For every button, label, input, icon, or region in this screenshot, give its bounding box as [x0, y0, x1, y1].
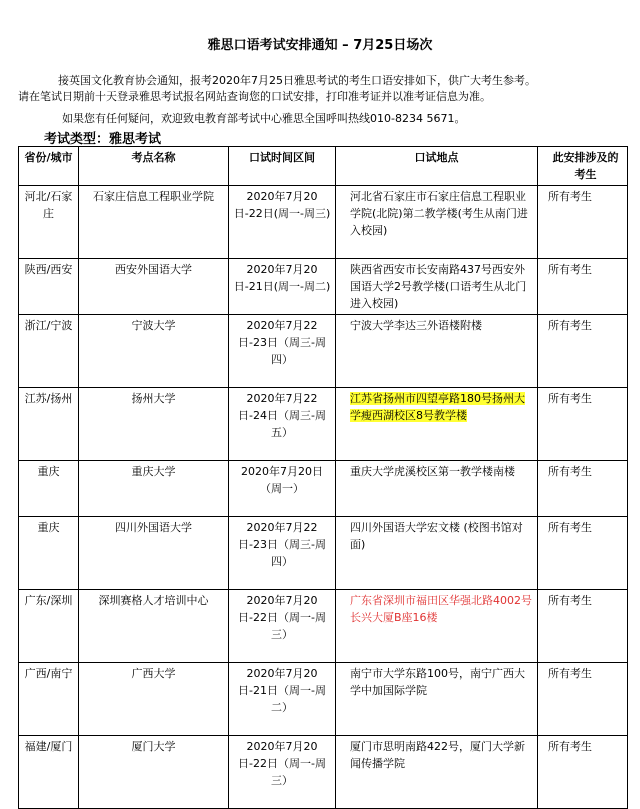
cell-scope: 所有考生	[538, 461, 628, 517]
cell-scope: 所有考生	[538, 663, 628, 736]
table-row	[19, 315, 628, 388]
cell-center: 广西大学	[79, 663, 229, 736]
cell-center: 四川外国语大学	[79, 517, 229, 590]
cell-time: 2020年7月22日-23日（周三-周四）	[229, 517, 336, 590]
cell-time: 2020年7月20日（周一）	[229, 461, 336, 517]
cell-scope: 所有考生	[538, 315, 628, 388]
cell-time: 2020年7月20日-22日(周一-周三)	[229, 186, 336, 259]
cell-scope: 所有考生	[538, 388, 628, 461]
cell-location: 厦门市思明南路422号，厦门大学新闻传播学院	[336, 736, 538, 809]
cell-center: 石家庄信息工程职业学院	[79, 186, 229, 259]
highlighted-address: 江苏省扬州市四望亭路180号扬州大学瘦西湖校区8号教学楼	[350, 392, 525, 422]
cell-location	[336, 388, 538, 461]
cell-scope: 所有考生	[538, 259, 628, 315]
cell-time: 2020年7月20日-21日(周一-周二)	[229, 259, 336, 315]
cell-scope: 所有考生	[538, 590, 628, 663]
cell-city: 浙江/宁波	[19, 315, 79, 388]
cell-location: 四川外国语大学宏文楼 (校图书馆对面)	[336, 517, 538, 590]
intro-line-1: 接英国文化教育协会通知，报考2020年7月25日雅思考试的考生口语安排如下，供广大考生参考。	[58, 74, 536, 87]
cell-city: 重庆	[19, 517, 79, 590]
table-row	[19, 186, 628, 259]
table-row	[19, 517, 628, 590]
intro-line-2: 请在笔试日期前十天登录雅思考试报名网站查询您的口试安排，打印准考证并以准考证信息为准。	[18, 90, 491, 103]
table-row	[19, 590, 628, 663]
table-row	[19, 663, 628, 736]
cell-location: 广东省深圳市福田区华强北路4002号长兴大厦B座16楼	[336, 590, 538, 663]
cell-time: 2020年7月22日-23日（周三-周四）	[229, 315, 336, 388]
cell-center: 宁波大学	[79, 315, 229, 388]
cell-location: 重庆大学虎溪校区第一教学楼南楼	[336, 461, 538, 517]
table-row	[19, 259, 628, 315]
cell-city: 福建/厦门	[19, 736, 79, 809]
cell-center: 西安外国语大学	[79, 259, 229, 315]
header-scope: 此安排涉及的考生	[538, 147, 628, 186]
table-header-row	[19, 147, 628, 186]
schedule-table	[18, 146, 628, 809]
cell-scope: 所有考生	[538, 736, 628, 809]
cell-center: 重庆大学	[79, 461, 229, 517]
cell-location: 宁波大学李达三外语楼附楼	[336, 315, 538, 388]
cell-city: 重庆	[19, 461, 79, 517]
cell-center: 厦门大学	[79, 736, 229, 809]
cell-city: 陕西/西安	[19, 259, 79, 315]
cell-scope: 所有考生	[538, 517, 628, 590]
cell-location: 南宁市大学东路100号，南宁广西大学中加国际学院	[336, 663, 538, 736]
cell-city: 广西/南宁	[19, 663, 79, 736]
cell-time: 2020年7月20日-22日（周一-周三）	[229, 736, 336, 809]
cell-city: 江苏/扬州	[19, 388, 79, 461]
header-city: 省份/城市	[19, 147, 79, 186]
header-time: 口试时间区间	[229, 147, 336, 186]
table-row	[19, 736, 628, 809]
cell-city: 河北/石家庄	[19, 186, 79, 259]
cell-time: 2020年7月20日-22日（周一-周三）	[229, 590, 336, 663]
cell-location: 陕西省西安市长安南路437号西安外国语大学2号教学楼(口语考生从北门进入校园)	[336, 259, 538, 315]
exam-type-label: 考试类型：雅思考试	[44, 132, 162, 147]
cell-center: 扬州大学	[79, 388, 229, 461]
page-title: 雅思口语考试安排通知 – 7月25日场次	[207, 38, 433, 53]
cell-scope: 所有考生	[538, 186, 628, 259]
header-location: 口试地点	[336, 147, 538, 186]
cell-location: 河北省石家庄市石家庄信息工程职业学院(北院)第二教学楼(考生从南门进入校园)	[336, 186, 538, 259]
cell-center: 深圳赛格人才培训中心	[79, 590, 229, 663]
table-row	[19, 388, 628, 461]
cell-city: 广东/深圳	[19, 590, 79, 663]
intro-paragraph	[18, 73, 630, 105]
intro-line-3: 如果您有任何疑问，欢迎致电教育部考试中心雅思全国呼叫热线010-8234 5671。	[62, 112, 466, 125]
table-row	[19, 461, 628, 517]
header-center: 考点名称	[79, 147, 229, 186]
cell-time: 2020年7月20日-21日（周一-周二）	[229, 663, 336, 736]
cell-time: 2020年7月22日-24日（周三-周五）	[229, 388, 336, 461]
